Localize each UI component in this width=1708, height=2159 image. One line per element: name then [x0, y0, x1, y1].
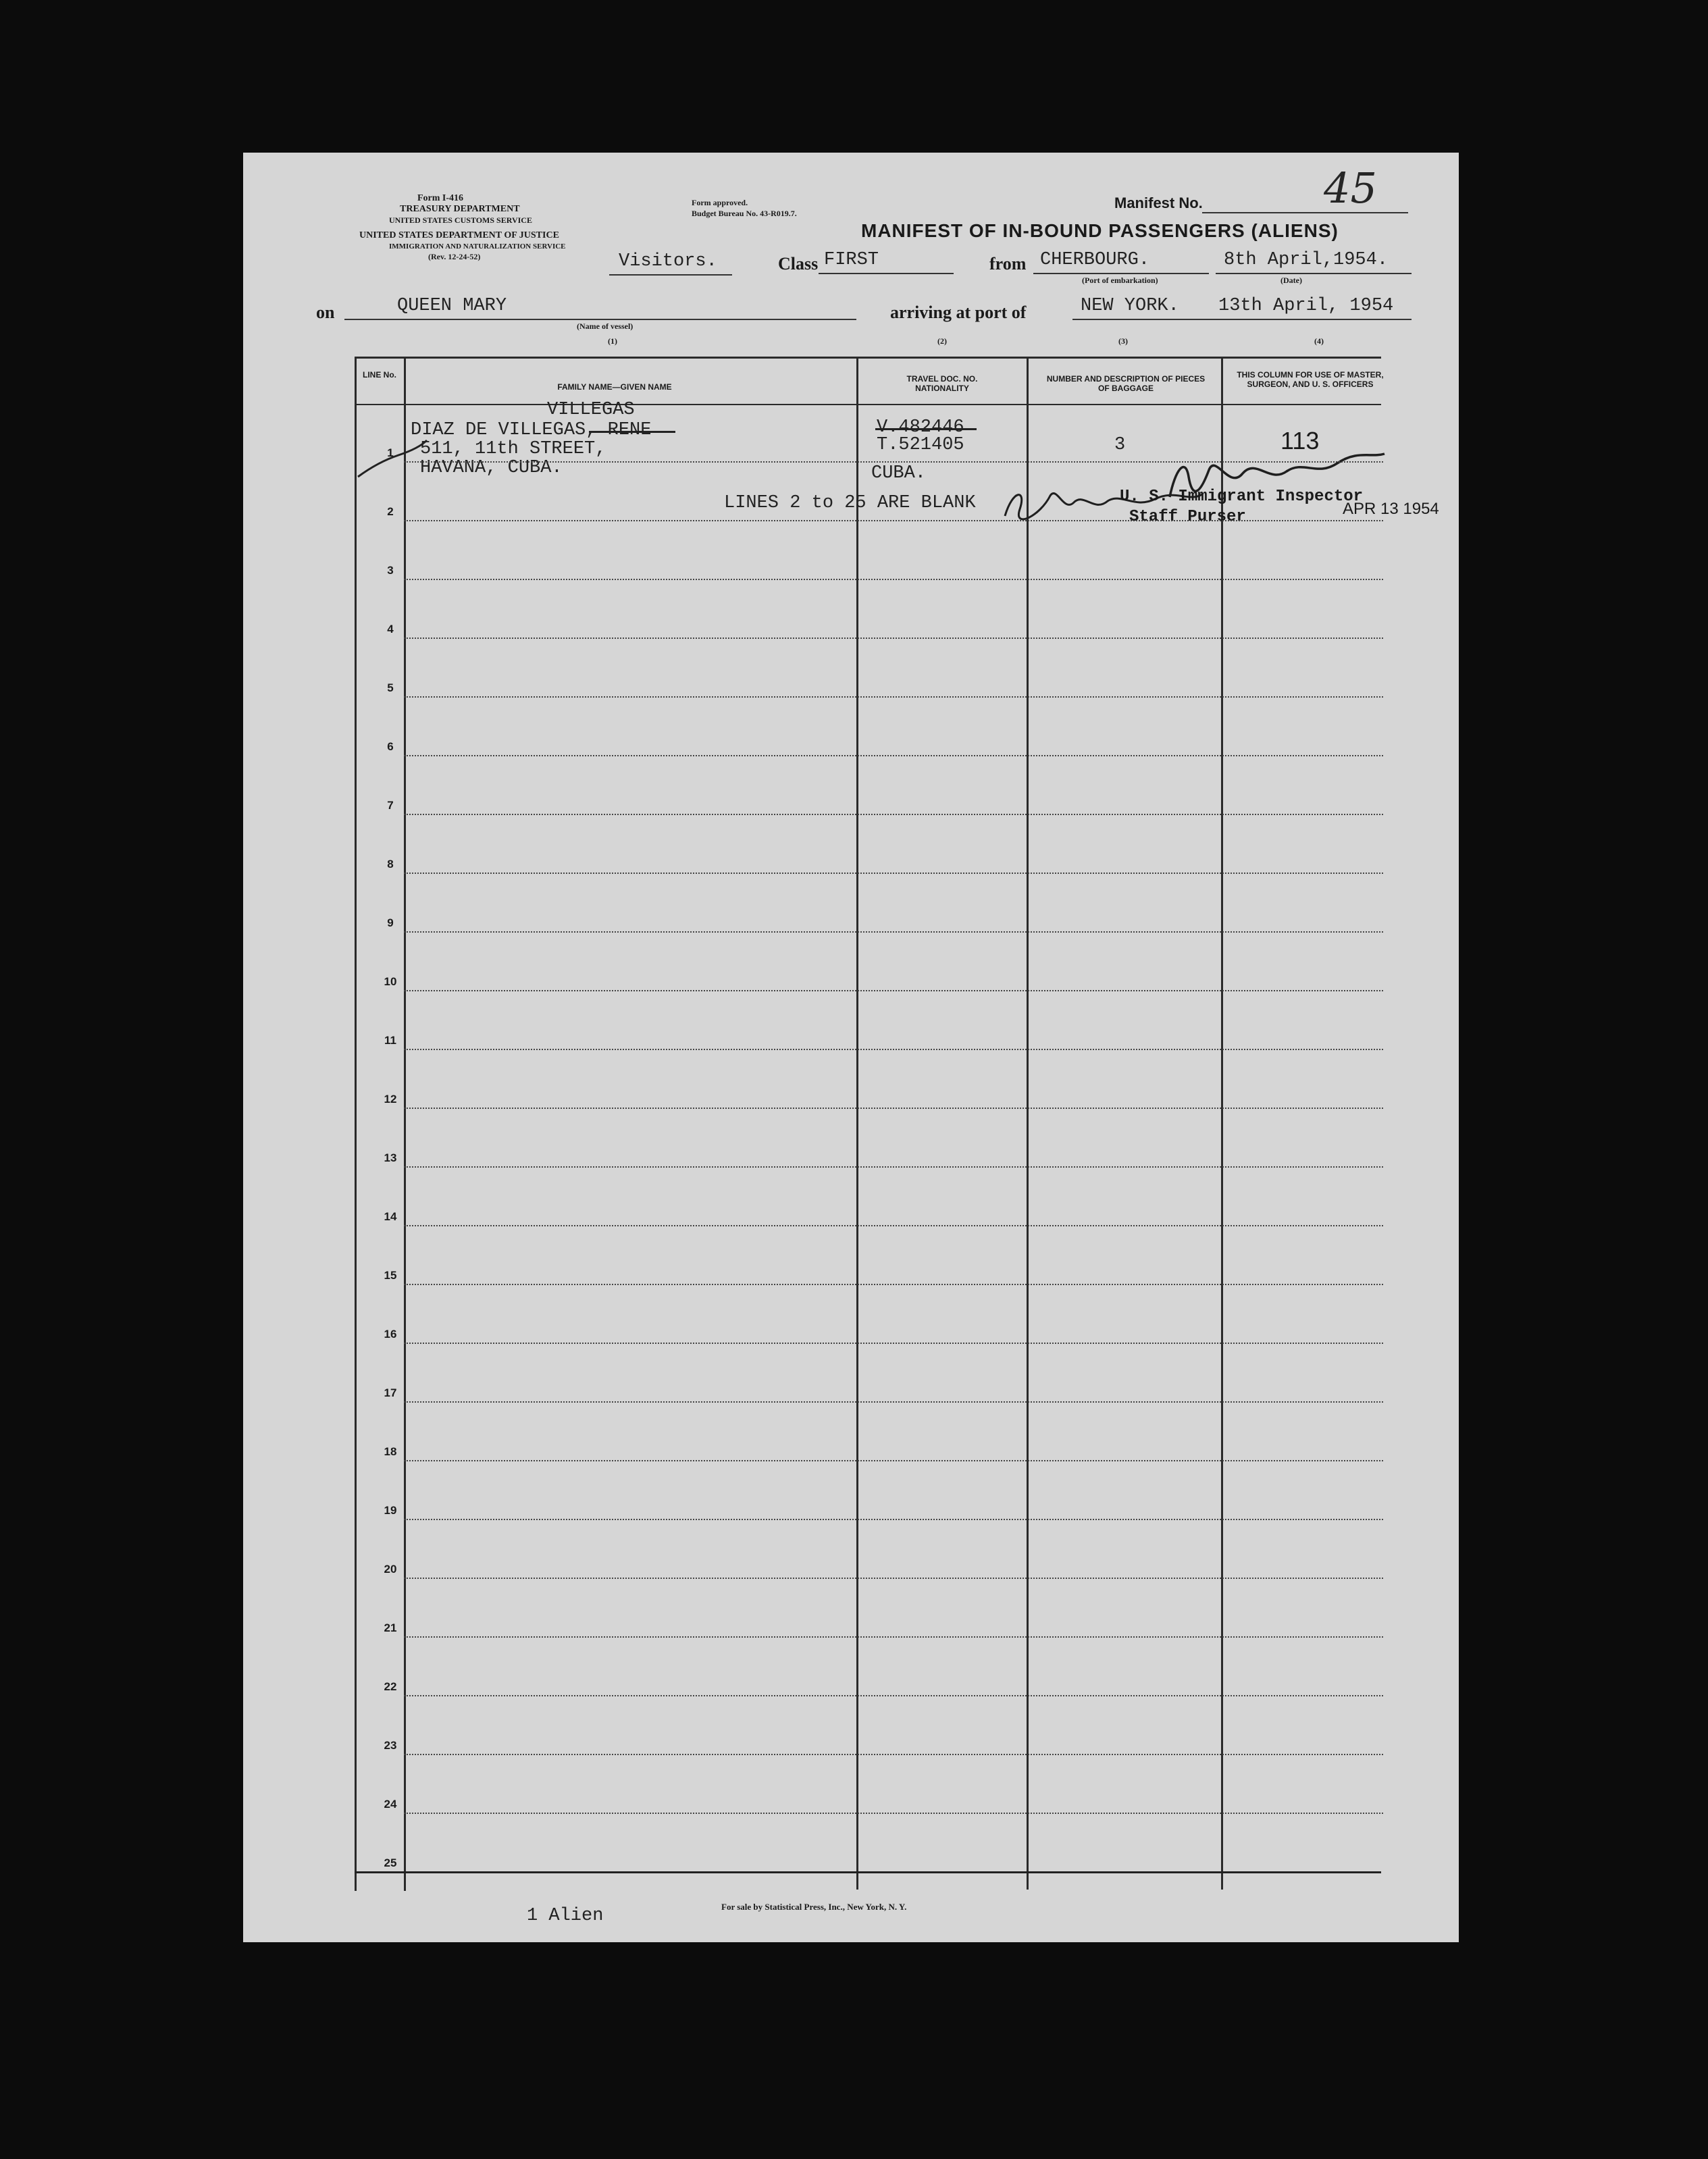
port-of-embarkation: CHERBOURG. [1040, 250, 1150, 270]
line-number: 19 [384, 1504, 397, 1517]
col-header-baggage: NUMBER AND DESCRIPTION OF PIECES OF BAGGAGE [1046, 374, 1206, 393]
line-number: 1 [387, 446, 394, 459]
doc-col-divider [1027, 357, 1029, 1890]
table-left-border [355, 357, 357, 1891]
line-number: 5 [387, 681, 394, 694]
row-separator [404, 1166, 1383, 1168]
row-separator [404, 1813, 1383, 1814]
row-separator [355, 1871, 1381, 1873]
line-number: 3 [387, 564, 394, 577]
line-number: 23 [384, 1739, 397, 1752]
line-number: 16 [384, 1328, 397, 1341]
line-number: 15 [384, 1269, 397, 1282]
blank-lines-note: LINES 2 to 25 ARE BLANK [724, 493, 976, 513]
line-number: 11 [384, 1034, 396, 1047]
row-separator [404, 696, 1383, 698]
nationality: CUBA. [871, 463, 927, 484]
row-separator [404, 1754, 1383, 1755]
arrival-port: NEW YORK. [1081, 296, 1179, 316]
row-separator [404, 1401, 1383, 1403]
on-label: on [316, 303, 335, 322]
row-separator [404, 1695, 1383, 1696]
line-number: 18 [384, 1445, 397, 1458]
immigration-service: IMMIGRATION AND NATURALIZATION SERVICE [389, 242, 566, 251]
name-col-divider [856, 357, 858, 1890]
officer-mark: 113 [1280, 427, 1320, 454]
line-number: 24 [384, 1798, 397, 1811]
visitors-underline [609, 274, 732, 276]
row-separator [404, 1636, 1383, 1638]
line-number: 20 [384, 1563, 397, 1576]
port-caption: (Port of embarkation) [1082, 276, 1158, 285]
vessel-caption: (Name of vessel) [577, 321, 633, 331]
line-number: 25 [384, 1856, 397, 1869]
line-number: 7 [387, 799, 394, 812]
departure-date: 8th April,1954. [1224, 250, 1389, 270]
baggage-count: 3 [1114, 435, 1126, 455]
line-number: 17 [384, 1386, 397, 1399]
struck-name-line [589, 431, 675, 433]
col-header-line-no: LINE No. [363, 370, 396, 380]
col-header-officers: THIS COLUMN FOR USE OF MASTER, SURGEON, AND U. S. OFFICERS [1237, 370, 1384, 389]
line-number: 21 [384, 1621, 397, 1634]
line-number: 14 [384, 1210, 397, 1223]
row-separator [404, 873, 1383, 874]
date-caption: (Date) [1280, 276, 1302, 285]
col-number-4: (4) [1314, 336, 1324, 346]
arriving-label: arriving at port of [890, 303, 1027, 322]
col-number-2: (2) [937, 336, 947, 346]
baggage-col-divider [1221, 357, 1223, 1890]
row-separator [404, 755, 1383, 756]
row-separator [404, 579, 1383, 580]
col-header-travel-doc: TRAVEL DOC. NO. NATIONALITY [906, 374, 978, 393]
row-separator [404, 990, 1383, 991]
line-number: 2 [387, 505, 394, 518]
row-separator [404, 1108, 1383, 1109]
from-label: from [989, 254, 1027, 274]
staff-purser: Staff Purser [1129, 508, 1246, 526]
vessel-name: QUEEN MARY [397, 296, 507, 316]
travel-doc-number: T.521405 [877, 435, 964, 455]
manifest-title: MANIFEST OF IN-BOUND PASSENGERS (ALIENS) [861, 220, 1339, 241]
address-line2: HAVANA, CUBA. [420, 458, 563, 478]
justice-department: UNITED STATES DEPARTMENT OF JUSTICE [359, 230, 559, 240]
line-number: 4 [387, 623, 394, 635]
manifest-number: 45 [1324, 163, 1377, 213]
line-number: 12 [384, 1093, 397, 1105]
row-separator [404, 1343, 1383, 1344]
row-separator [404, 1519, 1383, 1520]
class-value: FIRST [824, 250, 879, 270]
header-bottom-border [355, 404, 1381, 405]
row-separator [404, 1460, 1383, 1461]
arrival-underline [1072, 319, 1412, 320]
struck-doc-line [875, 428, 977, 430]
vessel-underline [344, 319, 856, 320]
name-correction: VILLEGAS [547, 400, 635, 420]
row-separator [404, 814, 1383, 815]
budget-bureau: Budget Bureau No. 43-R019.7. [692, 209, 797, 218]
customs-service: UNITED STATES CUSTOMS SERVICE [389, 215, 532, 225]
row-separator [404, 520, 1383, 521]
inspector-stamp: U. S. Immigrant Inspector [1120, 488, 1364, 506]
class-underline [819, 273, 954, 274]
manifest-label: Manifest No. [1114, 194, 1203, 211]
arrival-date: 13th April, 1954 [1218, 296, 1394, 316]
line-number: 22 [384, 1680, 397, 1693]
address-line1: 511, 11th STREET, [420, 439, 606, 459]
line-number: 10 [384, 975, 397, 988]
revision: (Rev. 12-24-52) [428, 252, 481, 261]
form-approved: Form approved. [692, 198, 748, 207]
row-separator [404, 1049, 1383, 1050]
line-number: 13 [384, 1151, 397, 1164]
travel-doc-struck: V.482446 [877, 417, 964, 438]
manifest-page [243, 153, 1459, 1942]
table-top-border [355, 357, 1381, 359]
printer-credit: For sale by Statistical Press, Inc., New York, N. Y. [721, 1902, 907, 1912]
passenger-name: DIAZ DE VILLEGAS, RENE [411, 420, 652, 440]
port-underline [1033, 273, 1209, 274]
row-separator [404, 1578, 1383, 1579]
alien-count: 1 Alien [527, 1906, 604, 1926]
line-number: 8 [387, 858, 394, 870]
row-separator [404, 1284, 1383, 1285]
row-separator [404, 931, 1383, 933]
col-header-name: FAMILY NAME—GIVEN NAME [557, 382, 672, 392]
row-separator [404, 638, 1383, 639]
col-number-1: (1) [608, 336, 617, 346]
row-separator [404, 461, 1383, 463]
date-underline [1216, 273, 1412, 274]
row-separator [404, 1225, 1383, 1226]
visitors: Visitors. [619, 251, 717, 271]
line-no-divider [404, 357, 406, 1891]
department: TREASURY DEPARTMENT [400, 204, 520, 214]
form-number: Form I-416 [417, 193, 464, 203]
stamp-date: APR 13 1954 [1343, 500, 1439, 518]
manifest-underline [1202, 212, 1408, 213]
col-number-3: (3) [1118, 336, 1128, 346]
line-number: 6 [387, 740, 394, 753]
line-number: 9 [387, 916, 394, 929]
class-label: Class [778, 254, 819, 274]
